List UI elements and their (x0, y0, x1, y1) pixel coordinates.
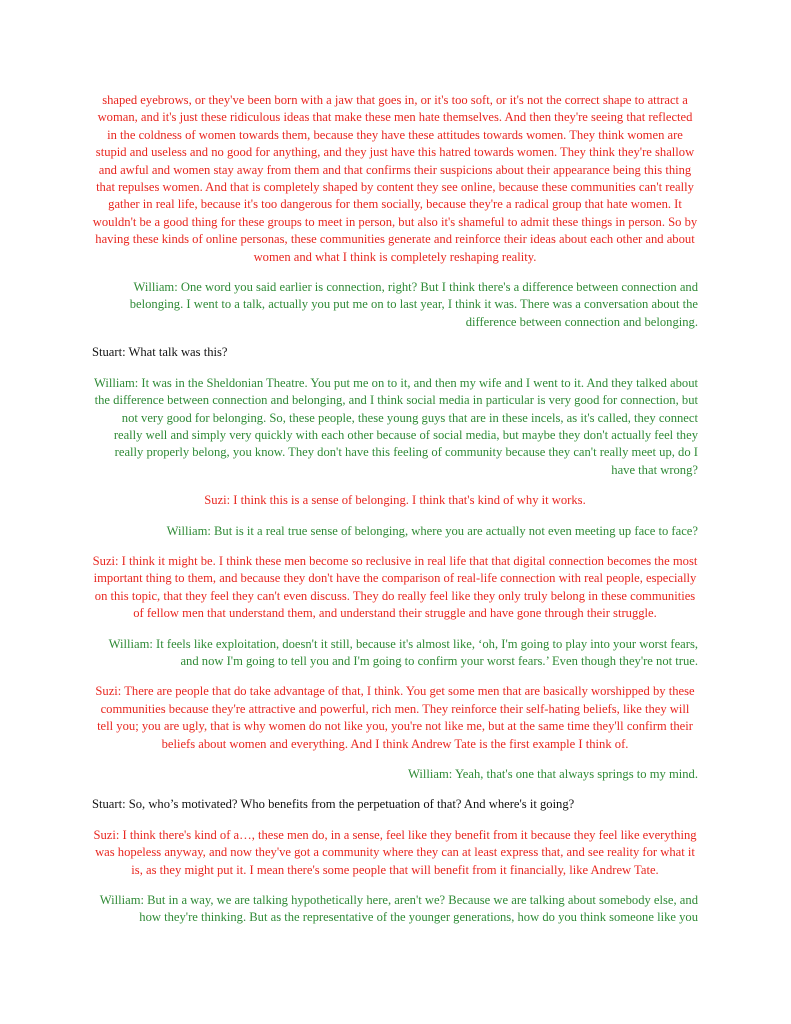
suzi-paragraph-5: Suzi: I think there's kind of a…, these men do, in a sense, feel like they benefit from it because they feel like everything was hopeless anyway, and now they've got a community where they can at least express that, and see reality for what it is, as they might put it. I mean there's some people that will benefit from it financially, like Andrew Tate. (93, 827, 697, 877)
stuart-paragraph-1: Stuart: What talk was this? (92, 345, 228, 360)
suzi-paragraph-3: Suzi: I think it might be. I think these men become so reclusive in real life that that digital connection becomes the most important thing to them, and because they don't have the comparison of real-life connection with real people, especially on this topic, that they feel they can't even discuss. They do really feel like they only truly belong in these communities of fellow men that understand them, and understand their struggle and have gone through their struggle. (92, 553, 698, 621)
william-paragraph-5: William: Yeah, that's one that always springs to my mind. (408, 767, 698, 781)
william-paragraph-2: William: It was in the Sheldonian Theatre. You put me on to it, and then my wife and I went to it. And they talked about the difference between connection and belonging, and I think social media in particular is very good for connection, but not very good for belonging. So, these people, these young guys that are in these incels, as it's called, they connect really well and simply very quickly with each other because of social media, but maybe they don't actually feel they really properly belong, you know. They don't have this feeling of community because they can't really meet up, do I have that wrong? (93, 375, 698, 477)
william-paragraph-6: William: But in a way, we are talking hypothetically here, aren't we? Because we are talking about somebody else, and how they're thinking. But as the representative of the younger generations, how do you think someone like you (99, 893, 698, 925)
suzi-paragraph-4: Suzi: There are people that do take advantage of that, I think. You get some men that are basically worshipped by these communities because they're attractive and powerful, rich men. They reinforce their self-hating beliefs, like they will tell you; you are ugly, that is why women do not like you, you're not like me, but at the same time they'll confirm their beliefs about women and everything. And I think Andrew Tate is the first example I think of. (95, 684, 695, 751)
suzi-paragraph-1: shaped eyebrows, or they've been born with a jaw that goes in, or it's too soft, or it's not the correct shape to attract a woman, and it's just these ridiculous ideas that make these men hate themselves. And then they're seeing that reflected in the coldness of women towards them, because they have these attitudes towards women. They think women are stupid and useless and no good for anything, and they just have this hatred towards women. They think they're shallow and awful and women stay away from them and that confirms their suspicions about their appearance being this thing that repulses women. And that is completely shaped by content they see online, because these communities can't really gather in real life, because it's too dangerous for them socially, because they're a radical group that hate women. It wouldn't be a good thing for these groups to meet in person, but also it's shameful to admit these things in person. So by having these kinds of online personas, these communities generate and reinforce their ideas about each other and about women and what I think is completely reshaping reality. (92, 93, 698, 264)
william-paragraph-3: William: But is it a real true sense of belonging, where you are actually not even meeting up face to face? (166, 523, 698, 538)
william-paragraph-4: William: It feels like exploitation, doesn't it still, because it's almost like, ‘oh, I'm going to play into your worst fears, and now I'm going to tell you and I'm going to confirm your worst fears.’ Even though they're not true. (108, 636, 698, 668)
stuart-paragraph-2: Stuart: So, who’s motivated? Who benefits from the perpetuation of that? And where's it going? (92, 797, 575, 812)
william-paragraph-1: William: One word you said earlier is connection, right? But I think there's a difference between connection and belonging. I went to a talk, actually you put me on to last year, I think it was. There was a conversation about the difference between connection and belonging. (129, 280, 698, 329)
transcript-page (92, 92, 698, 940)
suzi-paragraph-2: Suzi: I think this is a sense of belonging. I think that's kind of why it works. (204, 493, 586, 508)
